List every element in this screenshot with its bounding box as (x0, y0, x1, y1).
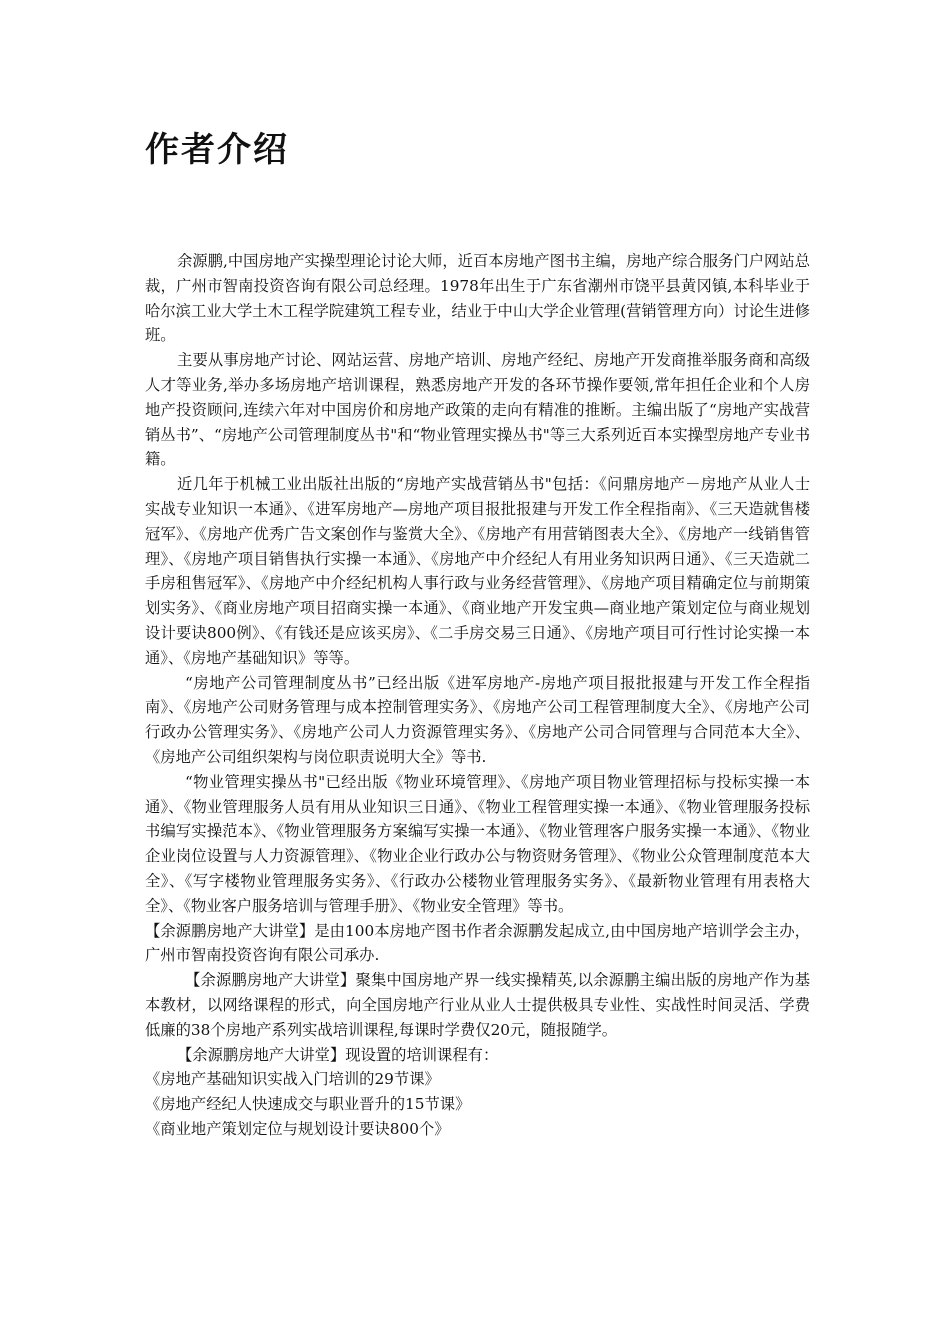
course-item: 《商业地产策划定位与规划设计要诀800个》 (145, 1119, 450, 1138)
paragraph-author-bio: 余源鹏,中国房地产实操型理论讨论大师，近百本房地产图书主编，房地产综合服务门户网站总裁，广州市智南投资咨询有限公司总经理。1978年出生于广东省潮州市饶平县黄冈镇,本科毕业于哈尔滨工业大学土木工程学院建筑工程专业，结业于中山大学企业管理(营销管理方向）讨论生进修班。 (145, 252, 810, 345)
course-item: 《房地产基础知识实战入门培训的29节课》 (145, 1070, 440, 1089)
paragraph-marketing-series: 近几年于机械工业出版社出版的“房地产实战营销丛书"包括：《问鼎房地产－房地产从业人士实战专业知识一本通》、《进军房地产—房地产项目报批报建与开发工作全程指南》、《三天造就售楼冠军》、《房地产优秀广告文案创作与鉴赏大全》、《房地产有用营销图表大全》、《房地产一线销售管理》、《房地产项目销售执行实操一本通》、《房地产中介经纪人有用业务知识两日通》、《三天造就二手房租售冠军》、《房地产中介经纪机构人事行政与业务经营管理》、《房地产项目精确定位与前期策划实务》、《商业房地产项目招商实操一本通》、《商业地产开发宝典—商业地产策划定位与商业规划设计要诀800例》、《有钱还是应该买房》、《二手房交易三日通》、《房地产项目可行性讨论实操一本通》、《房地产基础知识》等等。 (145, 475, 810, 667)
paragraph-lecture-hall-intro: 【余源鹏房地产大讲堂】是由100本房地产图书作者余源鹏发起成立,由中国房地产培训学会主办，广州市智南投资咨询有限公司承办. (145, 921, 810, 965)
paragraph-business: 主要从事房地产讨论、网站运营、房地产培训、房地产经纪、房地产开发商推举服务商和高级人才等业务,举办多场房地产培训课程，熟悉房地产开发的各环节操作要领,常年担任企业和个人房地产投资顾问,连续六年对中国房价和房地产政策的走向有精准的推断。主编出版了“房地产实战营销丛书”、“房地产公司管理制度丛书"和“物业管理实操丛书"等三大系列近百本实操型房地产专业书籍。 (145, 351, 810, 469)
paragraph-management-series: “房地产公司管理制度丛书”已经出版《进军房地产-房地产项目报批报建与开发工作全程指南》、《房地产公司财务管理与成本控制管理实务》、《房地产公司工程管理制度大全》、《房地产公司行政办公管理实务》、《房地产公司人力资源管理实务》、《房地产公司合同管理与合同范本大全》、《房地产公司组织架构与岗位职责说明大全》等书. (145, 673, 810, 766)
paragraph-lecture-hall-courses: 【余源鹏房地产大讲堂】聚集中国房地产界一线实操精英,以余源鹏主编出版的房地产作为基本教材，以网络课程的形式，向全国房地产行业从业人士提供极具专业性、实战性时间灵活、学费低廉的38个房地产系列实战培训课程,每课时学费仅20元，随报随学。 (145, 971, 810, 1039)
page-title: 作者介绍 (145, 130, 289, 170)
paragraph-course-list-intro: 【余源鹏房地产大讲堂】现设置的培训课程有： (177, 1045, 499, 1064)
course-item: 《房地产经纪人快速成交与职业晋升的15节课》 (145, 1095, 471, 1114)
paragraph-property-series: “物业管理实操丛书"已经出版《物业环境管理》、《房地产项目物业管理招标与投标实操一本通》、《物业管理服务人员有用从业知识三日通》、《物业工程管理实操一本通》、《物业管理服务投标书编写实操范本》、《物业管理服务方案编写实操一本通》、《物业管理客户服务实操一本通》、《物业企业岗位设置与人力资源管理》、《物业企业行政办公与物资财务管理》、《物业公众管理制度范本大全》、《写字楼物业管理服务实务》、《行政办公楼物业管理服务实务》、《最新物业管理有用表格大全》、《物业客户服务培训与管理手册》、《物业安全管理》等书。 (145, 772, 810, 915)
document-body (145, 249, 810, 1142)
